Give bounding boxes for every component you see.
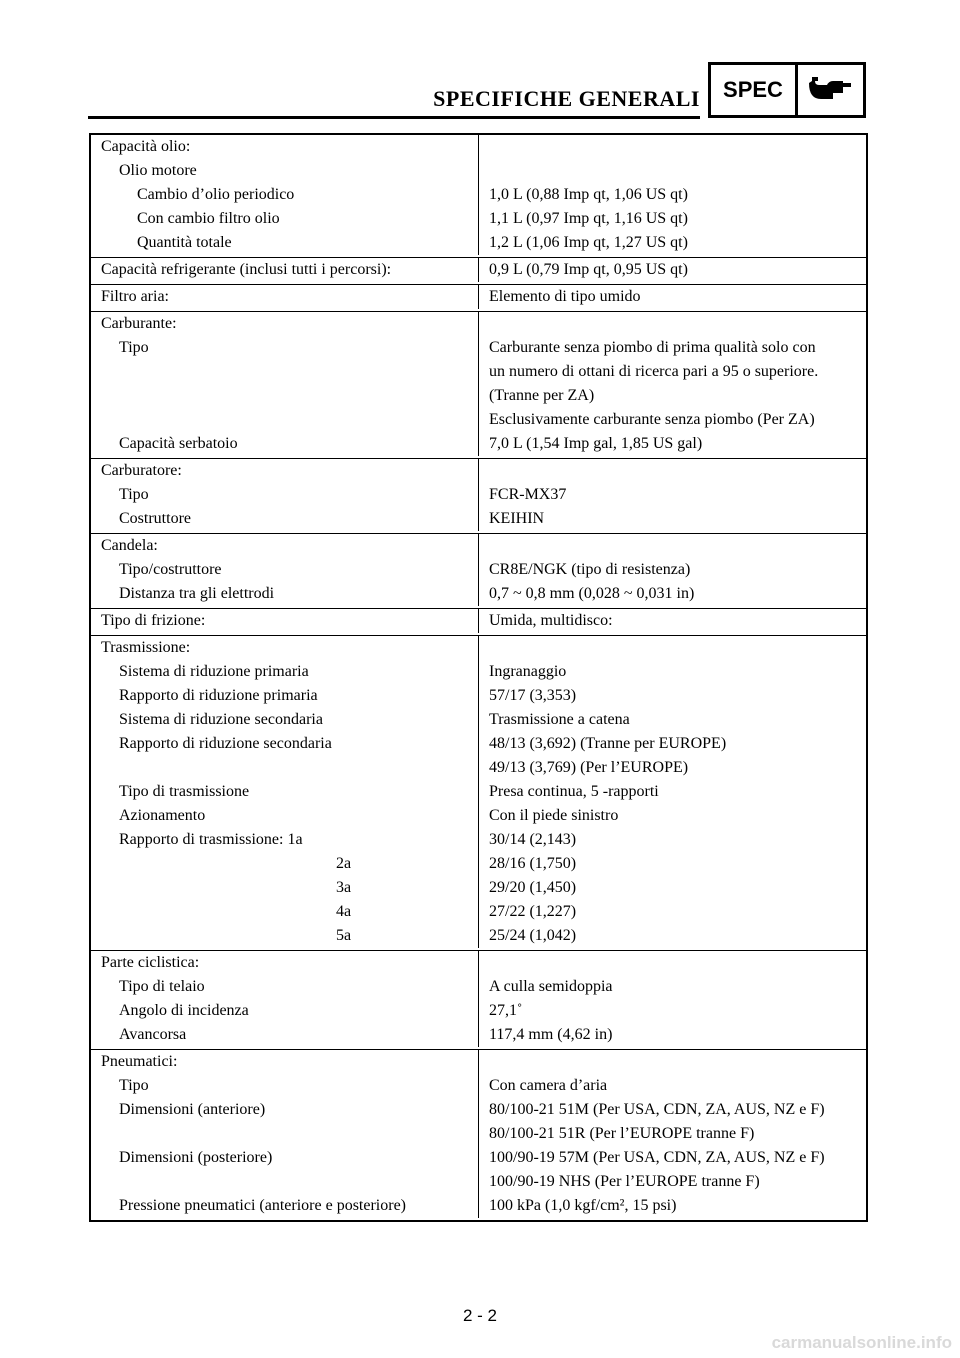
- spec-value: 117,4 mm (4,62 in): [478, 1023, 866, 1047]
- section-title-value: [478, 951, 866, 975]
- spec-row: [91, 558, 866, 582]
- spec-table: [89, 133, 868, 1222]
- section-title-row: [91, 951, 866, 975]
- section-title: Trasmissione:: [101, 639, 191, 656]
- spec-value: Ingranaggio: [478, 660, 866, 684]
- spec-value: 1,0 L (0,88 Imp qt, 1,06 US qt): [478, 183, 866, 207]
- spec-value: 80/100-21 51M (Per USA, CDN, ZA, AUS, NZ e F): [478, 1098, 866, 1122]
- spec-row: [91, 507, 866, 531]
- section-title-value: [478, 459, 866, 483]
- gear-label-cell: [91, 924, 478, 948]
- spec-value: Con il piede sinistro: [478, 804, 866, 828]
- spec-row: [91, 804, 866, 828]
- section-title-value: 0,9 L (0,79 Imp qt, 0,95 US qt): [478, 258, 866, 282]
- spec-row: [91, 384, 866, 408]
- section-title-value: [478, 312, 866, 336]
- page-title: SPECIFICHE GENERALI: [433, 86, 700, 111]
- gear-number: 1a: [287, 831, 303, 848]
- spec-label: Azionamento: [119, 807, 206, 824]
- spec-value: FCR-MX37: [478, 483, 866, 507]
- spec-section: [91, 311, 866, 458]
- gear-ratio-value: 30/14 (2,143): [478, 828, 866, 852]
- spec-value: Trasmissione a catena: [478, 708, 866, 732]
- spec-value: Esclusivamente carburante senza piombo (Per ZA): [478, 408, 866, 432]
- spec-row: [91, 231, 866, 255]
- spec-label: Cambio d’olio periodico: [137, 186, 295, 203]
- spec-section: [91, 608, 866, 635]
- spec-value: 48/13 (3,692) (Tranne per EUROPE): [478, 732, 866, 756]
- spec-label: Tipo di trasmissione: [119, 783, 250, 800]
- section-title-value: Umida, multidisco:: [478, 609, 866, 633]
- section-title: Carburatore:: [101, 462, 182, 479]
- spec-row: [91, 1098, 866, 1122]
- section-title-value: [478, 1050, 866, 1074]
- spec-label: Tipo: [119, 486, 149, 503]
- spec-label: [91, 1122, 478, 1146]
- spec-value: 49/13 (3,769) (Per l’EUROPE): [478, 756, 866, 780]
- gear-row: [91, 876, 866, 900]
- spec-row: [91, 1146, 866, 1170]
- spec-section: [91, 635, 866, 950]
- section-title-row: [91, 636, 866, 660]
- spec-section: [91, 257, 866, 284]
- gear-label-cell: [91, 852, 478, 876]
- spec-value: KEIHIN: [478, 507, 866, 531]
- gear-row: [91, 900, 866, 924]
- section-title: Capacità olio:: [101, 138, 191, 155]
- spec-row: [91, 159, 866, 183]
- gear-number: 5a: [336, 927, 352, 944]
- section-title-value: [478, 534, 866, 558]
- spec-label: Pressione pneumatici (anteriore e posteriore): [119, 1197, 406, 1214]
- section-title: Pneumatici:: [101, 1053, 178, 1070]
- spec-row: [91, 336, 866, 360]
- section-title-row: [91, 312, 866, 336]
- spec-label: Angolo di incidenza: [119, 1002, 249, 1019]
- spec-row: [91, 1074, 866, 1098]
- spec-value: 57/17 (3,353): [478, 684, 866, 708]
- spec-value: Presa continua, 5 -rapporti: [478, 780, 866, 804]
- section-title-row: [91, 1050, 866, 1074]
- spec-badge-label: SPEC: [711, 65, 798, 115]
- section-title: Parte ciclistica:: [101, 954, 200, 971]
- spec-label: Tipo: [119, 1077, 149, 1094]
- spec-value: 1,1 L (0,97 Imp qt, 1,16 US qt): [478, 207, 866, 231]
- spec-label: Rapporto di riduzione secondaria: [119, 735, 332, 752]
- section-title-value: [478, 135, 866, 159]
- spec-label: Tipo: [119, 339, 149, 356]
- spec-section: [91, 135, 866, 257]
- section-title-row: [91, 285, 866, 309]
- spec-row: [91, 432, 866, 456]
- gear-label-cell: [91, 876, 478, 900]
- spec-value: 0,7 ~ 0,8 mm (0,028 ~ 0,031 in): [478, 582, 866, 606]
- spec-section: [91, 533, 866, 608]
- spec-value: 27,1˚: [478, 999, 866, 1023]
- spec-label: [91, 1170, 478, 1194]
- spec-label: Quantità totale: [137, 234, 232, 251]
- gear-ratio-value: 29/20 (1,450): [478, 876, 866, 900]
- section-title-row: [91, 609, 866, 633]
- gear-row: [91, 852, 866, 876]
- spec-label: Olio motore: [119, 162, 197, 179]
- spec-value: 100/90-19 NHS (Per l’EUROPE tranne F): [478, 1170, 866, 1194]
- spec-label: Sistema di riduzione primaria: [119, 663, 309, 680]
- watermark: carmanualsonline.info: [771, 1333, 952, 1352]
- spec-label: Tipo/costruttore: [119, 561, 222, 578]
- spec-badge: [708, 62, 866, 118]
- spec-label: Avancorsa: [119, 1026, 187, 1043]
- spec-label: [91, 408, 478, 432]
- section-title-row: [91, 459, 866, 483]
- spec-row: [91, 483, 866, 507]
- spec-label: Dimensioni (posteriore): [119, 1149, 273, 1166]
- spec-row: [91, 183, 866, 207]
- gear-number: 2a: [336, 855, 352, 872]
- section-title: Carburante:: [101, 315, 177, 332]
- spec-label: Distanza tra gli elettrodi: [119, 585, 275, 602]
- gear-label-cell: [91, 900, 478, 924]
- gear-number: 3a: [336, 879, 352, 896]
- spec-label: [91, 756, 478, 780]
- section-title: Candela:: [101, 537, 158, 554]
- section-title: Capacità refrigerante (inclusi tutti i percorsi):: [101, 261, 392, 278]
- spec-value: un numero di ottani di ricerca pari a 95 o superiore.: [478, 360, 866, 384]
- spec-section: [91, 284, 866, 311]
- gear-ratio-value: 25/24 (1,042): [478, 924, 866, 948]
- wrench-icon: [798, 65, 863, 115]
- spec-row: [91, 1194, 866, 1218]
- gear-ratio-value: 27/22 (1,227): [478, 900, 866, 924]
- spec-section: [91, 950, 866, 1049]
- spec-row: [91, 360, 866, 384]
- spec-row: [91, 207, 866, 231]
- spec-row: [91, 756, 866, 780]
- section-title-value: Elemento di tipo umido: [478, 285, 866, 309]
- spec-row: [91, 732, 866, 756]
- spec-value: 7,0 L (1,54 Imp gal, 1,85 US gal): [478, 432, 866, 456]
- spec-row: [91, 582, 866, 606]
- spec-label: Costruttore: [119, 510, 191, 527]
- spec-row: [91, 660, 866, 684]
- spec-section: [91, 1049, 866, 1220]
- spec-row: [91, 684, 866, 708]
- header-rule: [88, 116, 700, 119]
- spec-value: 100 kPa (1,0 kgf/cm², 15 psi): [478, 1194, 866, 1218]
- spec-label: [91, 384, 478, 408]
- gear-number: 4a: [336, 903, 352, 920]
- spec-row: [91, 708, 866, 732]
- spec-value: [478, 159, 866, 183]
- gear-row: [91, 828, 866, 852]
- spec-value: (Tranne per ZA): [478, 384, 866, 408]
- spec-value: 1,2 L (1,06 Imp qt, 1,27 US qt): [478, 231, 866, 255]
- spec-row: [91, 975, 866, 999]
- spec-value: Carburante senza piombo di prima qualità solo con: [478, 336, 866, 360]
- spec-label: Capacità serbatoio: [119, 435, 238, 452]
- spec-row: [91, 1122, 866, 1146]
- gear-row: [91, 924, 866, 948]
- section-title-row: [91, 534, 866, 558]
- gear-ratio-label: Rapporto di trasmissione:: [119, 831, 284, 848]
- page-number: 2 - 2: [462, 1306, 498, 1325]
- section-title: Filtro aria:: [101, 288, 169, 305]
- spec-row: [91, 1023, 866, 1047]
- spec-row: [91, 1170, 866, 1194]
- spec-value: 100/90-19 57M (Per USA, CDN, ZA, AUS, NZ e F): [478, 1146, 866, 1170]
- spec-label: Con cambio filtro olio: [137, 210, 280, 227]
- spec-label: Dimensioni (anteriore): [119, 1101, 266, 1118]
- section-title-row: [91, 135, 866, 159]
- spec-value: A culla semidoppia: [478, 975, 866, 999]
- section-title-row: [91, 258, 866, 282]
- spec-value: CR8E/NGK (tipo di resistenza): [478, 558, 866, 582]
- spec-value: Con camera d’aria: [478, 1074, 866, 1098]
- spec-value: 80/100-21 51R (Per l’EUROPE tranne F): [478, 1122, 866, 1146]
- spec-row: [91, 408, 866, 432]
- spec-row: [91, 780, 866, 804]
- spec-section: [91, 458, 866, 533]
- spec-label: Tipo di telaio: [119, 978, 205, 995]
- spec-label: [91, 360, 478, 384]
- gear-label-cell: [91, 828, 478, 852]
- section-title-value: [478, 636, 866, 660]
- spec-row: [91, 999, 866, 1023]
- section-title: Tipo di frizione:: [101, 612, 206, 629]
- spec-label: Sistema di riduzione secondaria: [119, 711, 323, 728]
- gear-ratio-value: 28/16 (1,750): [478, 852, 866, 876]
- spec-label: Rapporto di riduzione primaria: [119, 687, 318, 704]
